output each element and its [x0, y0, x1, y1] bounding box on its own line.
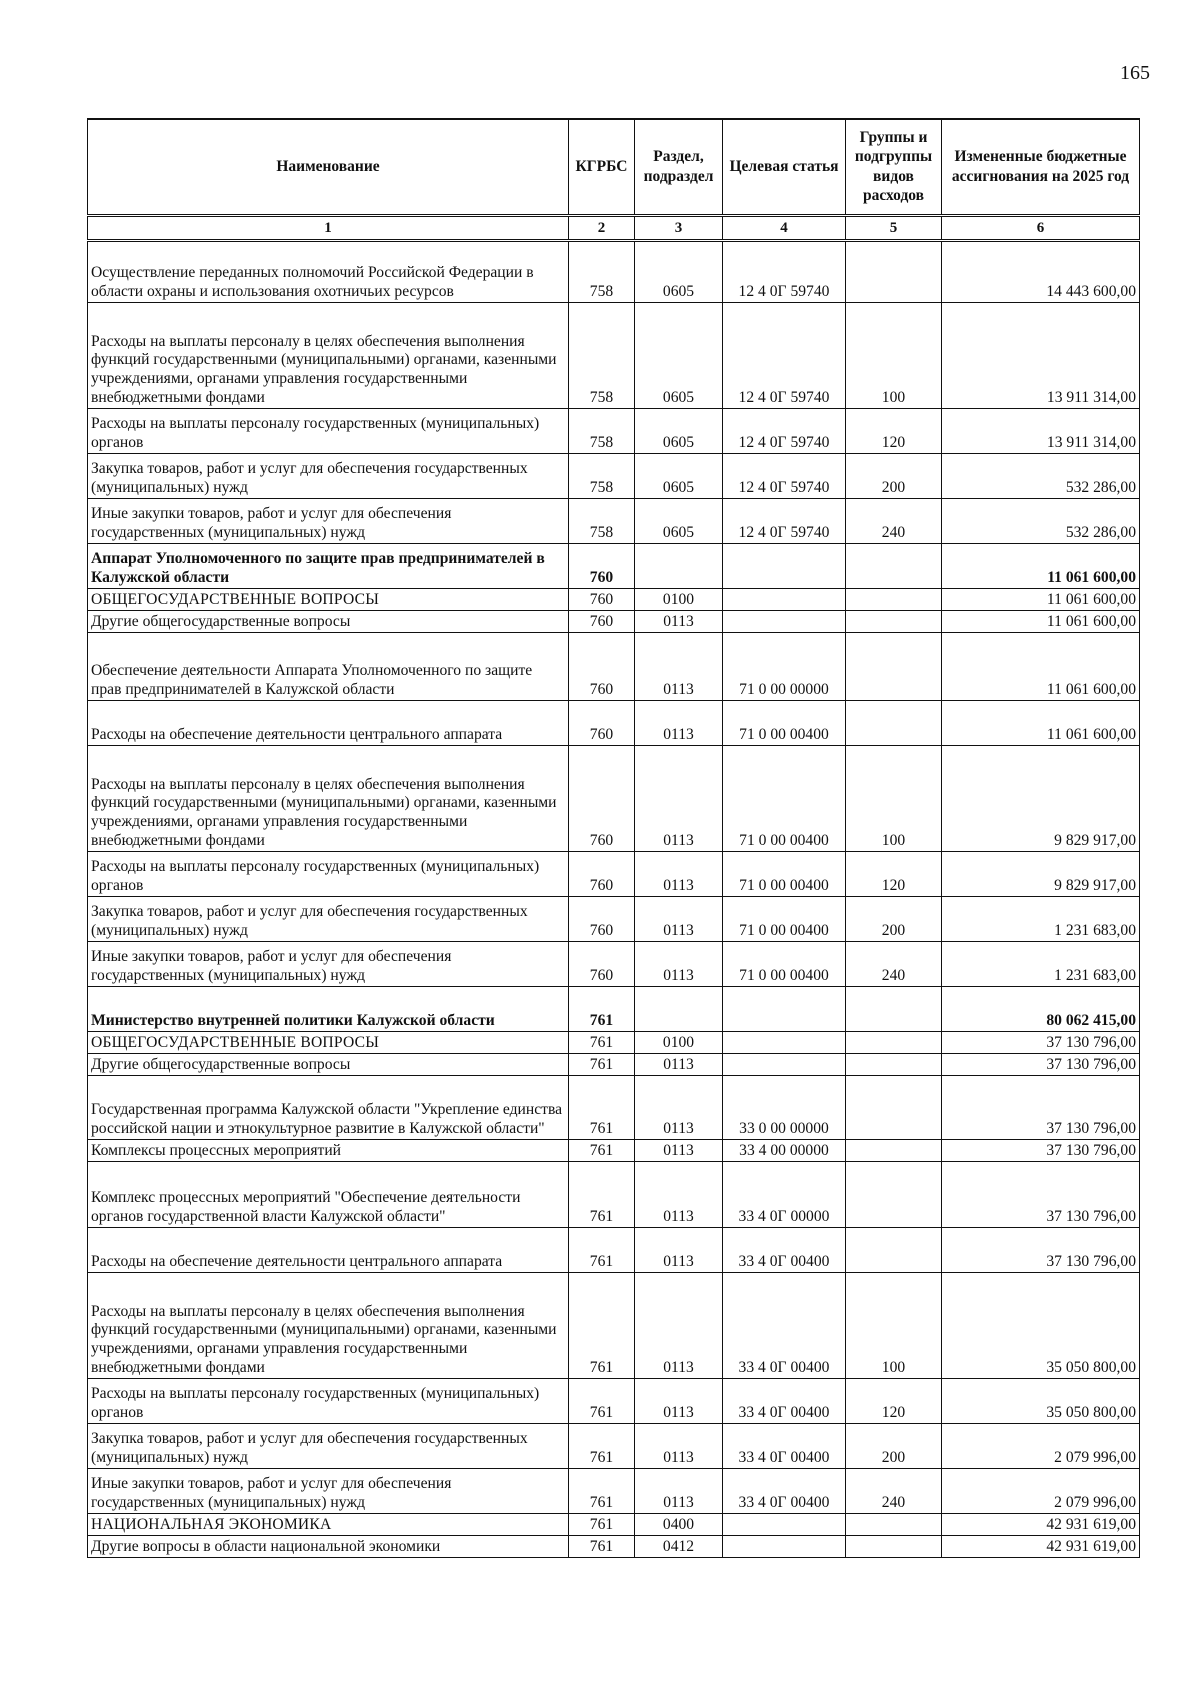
row-amount: 11 061 600,00 [942, 543, 1140, 588]
row-amount: 9 829 917,00 [942, 851, 1140, 896]
row-group [846, 700, 942, 745]
row-target: 12 4 0Г 59740 [723, 408, 846, 453]
row-kgrbs: 761 [569, 1139, 635, 1161]
row-amount: 37 130 796,00 [942, 1161, 1140, 1227]
row-name: ОБЩЕГОСУДАРСТВЕННЫЕ ВОПРОСЫ [88, 588, 569, 610]
row-section: 0113 [635, 632, 723, 700]
row-group [846, 1161, 942, 1227]
row-group: 100 [846, 1272, 942, 1378]
row-amount: 37 130 796,00 [942, 1227, 1140, 1272]
row-name: Комплекс процессных мероприятий "Обеспечение деятельности органов государственной власти Калужской области" [88, 1161, 569, 1227]
row-amount: 37 130 796,00 [942, 1053, 1140, 1075]
row-group [846, 1513, 942, 1535]
row-section: 0113 [635, 1227, 723, 1272]
row-target: 33 4 00 00000 [723, 1139, 846, 1161]
row-kgrbs: 761 [569, 1053, 635, 1075]
row-group: 240 [846, 1468, 942, 1513]
row-section: 0113 [635, 1423, 723, 1468]
table-row [88, 1535, 1140, 1557]
row-section: 0113 [635, 700, 723, 745]
table-row [88, 986, 1140, 1031]
row-name: Осуществление переданных полномочий Российской Федерации в области охраны и использования охотничьих ресурсов [88, 240, 569, 302]
row-name: Другие общегосударственные вопросы [88, 610, 569, 632]
row-target: 71 0 00 00400 [723, 700, 846, 745]
row-group [846, 1227, 942, 1272]
row-name: Расходы на выплаты персоналу государственных (муниципальных) органов [88, 1378, 569, 1423]
row-section: 0113 [635, 1161, 723, 1227]
row-amount: 37 130 796,00 [942, 1075, 1140, 1139]
row-target: 33 4 0Г 00400 [723, 1468, 846, 1513]
row-kgrbs: 760 [569, 610, 635, 632]
row-section: 0605 [635, 408, 723, 453]
row-amount: 80 062 415,00 [942, 986, 1140, 1031]
row-target: 33 4 0Г 00400 [723, 1227, 846, 1272]
row-kgrbs: 760 [569, 700, 635, 745]
row-amount: 37 130 796,00 [942, 1031, 1140, 1053]
row-section: 0113 [635, 1272, 723, 1378]
row-kgrbs: 761 [569, 1378, 635, 1423]
table-row [88, 240, 1140, 302]
table-row [88, 632, 1140, 700]
row-target [723, 610, 846, 632]
header-name: Наименование [88, 119, 569, 215]
table-row [88, 408, 1140, 453]
row-kgrbs: 761 [569, 1513, 635, 1535]
row-kgrbs: 760 [569, 745, 635, 851]
row-kgrbs: 761 [569, 1535, 635, 1557]
row-amount: 13 911 314,00 [942, 408, 1140, 453]
row-target [723, 543, 846, 588]
row-section: 0113 [635, 1139, 723, 1161]
row-group [846, 1031, 942, 1053]
row-kgrbs: 760 [569, 851, 635, 896]
row-section: 0113 [635, 1075, 723, 1139]
column-number: 2 [569, 215, 635, 240]
table-body [88, 240, 1140, 1557]
row-section: 0605 [635, 240, 723, 302]
row-group [846, 240, 942, 302]
row-kgrbs: 761 [569, 1031, 635, 1053]
row-group [846, 1075, 942, 1139]
row-group: 200 [846, 453, 942, 498]
row-target: 12 4 0Г 59740 [723, 240, 846, 302]
row-amount: 2 079 996,00 [942, 1423, 1140, 1468]
table-row [88, 453, 1140, 498]
row-group: 100 [846, 745, 942, 851]
row-amount: 2 079 996,00 [942, 1468, 1140, 1513]
row-group [846, 588, 942, 610]
row-kgrbs: 758 [569, 498, 635, 543]
table-row [88, 1227, 1140, 1272]
row-name: Расходы на выплаты персоналу государственных (муниципальных) органов [88, 851, 569, 896]
row-target: 12 4 0Г 59740 [723, 453, 846, 498]
row-name: Расходы на выплаты персоналу в целях обеспечения выполнения функций государственными (муниципальными) органами, казенными учреждениями, органами управления государственными внебюджетными фондами [88, 302, 569, 408]
row-amount: 532 286,00 [942, 453, 1140, 498]
table-row [88, 1075, 1140, 1139]
table-row [88, 1423, 1140, 1468]
row-group [846, 1139, 942, 1161]
column-number: 3 [635, 215, 723, 240]
row-target: 71 0 00 00400 [723, 896, 846, 941]
table-row [88, 610, 1140, 632]
row-section [635, 543, 723, 588]
row-kgrbs: 758 [569, 302, 635, 408]
row-target [723, 1031, 846, 1053]
row-amount: 37 130 796,00 [942, 1139, 1140, 1161]
table-row [88, 1513, 1140, 1535]
row-amount: 1 231 683,00 [942, 896, 1140, 941]
row-name: Государственная программа Калужской области "Укрепление единства российской нации и этнокультурное развитие в Калужской области" [88, 1075, 569, 1139]
row-name: Иные закупки товаров, работ и услуг для обеспечения государственных (муниципальных) нужд [88, 1468, 569, 1513]
table-row [88, 700, 1140, 745]
row-group: 200 [846, 1423, 942, 1468]
row-kgrbs: 760 [569, 941, 635, 986]
table-row [88, 745, 1140, 851]
row-kgrbs: 761 [569, 1423, 635, 1468]
row-name: Комплексы процессных мероприятий [88, 1139, 569, 1161]
row-amount: 9 829 917,00 [942, 745, 1140, 851]
row-name: Расходы на обеспечение деятельности центрального аппарата [88, 1227, 569, 1272]
row-target: 33 4 0Г 00400 [723, 1378, 846, 1423]
header-amount: Измененные бюджетные ассигнования на 2025 год [942, 119, 1140, 215]
row-target: 71 0 00 00400 [723, 745, 846, 851]
row-kgrbs: 761 [569, 1075, 635, 1139]
row-name: Обеспечение деятельности Аппарата Уполномоченного по защите прав предпринимателей в Калужской области [88, 632, 569, 700]
row-kgrbs: 761 [569, 1272, 635, 1378]
row-amount: 11 061 600,00 [942, 700, 1140, 745]
row-group: 120 [846, 408, 942, 453]
row-group [846, 610, 942, 632]
row-section: 0412 [635, 1535, 723, 1557]
row-amount: 11 061 600,00 [942, 632, 1140, 700]
row-amount: 35 050 800,00 [942, 1272, 1140, 1378]
row-amount: 35 050 800,00 [942, 1378, 1140, 1423]
table-row [88, 588, 1140, 610]
budget-table [87, 118, 1140, 1558]
row-name: ОБЩЕГОСУДАРСТВЕННЫЕ ВОПРОСЫ [88, 1031, 569, 1053]
row-target [723, 986, 846, 1031]
row-name: Расходы на выплаты персоналу в целях обеспечения выполнения функций государственными (муниципальными) органами, казенными учреждениями, органами управления государственными внебюджетными фондами [88, 745, 569, 851]
header-section: Раздел, подраздел [635, 119, 723, 215]
page-number: 165 [1120, 62, 1150, 84]
column-number: 1 [88, 215, 569, 240]
row-target: 12 4 0Г 59740 [723, 498, 846, 543]
row-target: 33 4 0Г 00400 [723, 1423, 846, 1468]
table-row [88, 1031, 1140, 1053]
row-target: 71 0 00 00000 [723, 632, 846, 700]
row-target [723, 1513, 846, 1535]
row-section: 0113 [635, 896, 723, 941]
row-target [723, 1053, 846, 1075]
table-row [88, 1139, 1140, 1161]
row-section: 0605 [635, 453, 723, 498]
row-kgrbs: 761 [569, 1227, 635, 1272]
row-section: 0113 [635, 745, 723, 851]
row-section: 0100 [635, 1031, 723, 1053]
row-target: 33 4 0Г 00000 [723, 1161, 846, 1227]
row-kgrbs: 760 [569, 543, 635, 588]
table-row [88, 896, 1140, 941]
row-target: 33 4 0Г 00400 [723, 1272, 846, 1378]
row-name: Иные закупки товаров, работ и услуг для обеспечения государственных (муниципальных) нужд [88, 941, 569, 986]
row-section: 0113 [635, 1378, 723, 1423]
row-kgrbs: 761 [569, 986, 635, 1031]
row-group: 120 [846, 851, 942, 896]
row-kgrbs: 760 [569, 896, 635, 941]
row-amount: 1 231 683,00 [942, 941, 1140, 986]
row-kgrbs: 760 [569, 588, 635, 610]
row-name: Закупка товаров, работ и услуг для обеспечения государственных (муниципальных) нужд [88, 896, 569, 941]
row-kgrbs: 760 [569, 632, 635, 700]
table-row [88, 1161, 1140, 1227]
row-section: 0113 [635, 1468, 723, 1513]
row-group [846, 543, 942, 588]
row-group: 120 [846, 1378, 942, 1423]
table-row [88, 498, 1140, 543]
row-target: 71 0 00 00400 [723, 851, 846, 896]
row-group [846, 1053, 942, 1075]
row-name: Аппарат Уполномоченного по защите прав предпринимателей в Калужской области [88, 543, 569, 588]
row-amount: 13 911 314,00 [942, 302, 1140, 408]
row-target: 12 4 0Г 59740 [723, 302, 846, 408]
row-group: 240 [846, 498, 942, 543]
row-amount: 42 931 619,00 [942, 1513, 1140, 1535]
row-target [723, 1535, 846, 1557]
row-amount: 532 286,00 [942, 498, 1140, 543]
row-section: 0113 [635, 610, 723, 632]
row-kgrbs: 758 [569, 240, 635, 302]
column-number-row [88, 215, 1140, 240]
row-name: НАЦИОНАЛЬНАЯ ЭКОНОМИКА [88, 1513, 569, 1535]
row-name: Закупка товаров, работ и услуг для обеспечения государственных (муниципальных) нужд [88, 453, 569, 498]
row-section: 0605 [635, 302, 723, 408]
column-number: 4 [723, 215, 846, 240]
row-kgrbs: 758 [569, 453, 635, 498]
header-kgrbs: КГРБС [569, 119, 635, 215]
table-row [88, 851, 1140, 896]
row-group [846, 632, 942, 700]
row-name: Министерство внутренней политики Калужской области [88, 986, 569, 1031]
row-section: 0113 [635, 851, 723, 896]
row-kgrbs: 758 [569, 408, 635, 453]
table-row [88, 1468, 1140, 1513]
row-group: 240 [846, 941, 942, 986]
row-section: 0605 [635, 498, 723, 543]
row-name: Закупка товаров, работ и услуг для обеспечения государственных (муниципальных) нужд [88, 1423, 569, 1468]
row-section: 0113 [635, 941, 723, 986]
table-row [88, 941, 1140, 986]
table-row [88, 1272, 1140, 1378]
row-group: 200 [846, 896, 942, 941]
row-target: 71 0 00 00400 [723, 941, 846, 986]
column-number: 5 [846, 215, 942, 240]
row-name: Расходы на обеспечение деятельности центрального аппарата [88, 700, 569, 745]
row-name: Расходы на выплаты персоналу государственных (муниципальных) органов [88, 408, 569, 453]
table-row [88, 302, 1140, 408]
row-amount: 11 061 600,00 [942, 588, 1140, 610]
row-amount: 42 931 619,00 [942, 1535, 1140, 1557]
row-section: 0113 [635, 1053, 723, 1075]
row-amount: 14 443 600,00 [942, 240, 1140, 302]
header-target: Целевая статья [723, 119, 846, 215]
row-section [635, 986, 723, 1031]
row-name: Другие вопросы в области национальной экономики [88, 1535, 569, 1557]
header-groups: Группы и подгруппы видов расходов [846, 119, 942, 215]
row-group [846, 986, 942, 1031]
row-name: Другие общегосударственные вопросы [88, 1053, 569, 1075]
row-section: 0100 [635, 588, 723, 610]
row-name: Иные закупки товаров, работ и услуг для обеспечения государственных (муниципальных) нужд [88, 498, 569, 543]
row-name: Расходы на выплаты персоналу в целях обеспечения выполнения функций государственными (муниципальными) органами, казенными учреждениями, органами управления государственными внебюджетными фондами [88, 1272, 569, 1378]
row-kgrbs: 761 [569, 1468, 635, 1513]
table-row [88, 1378, 1140, 1423]
row-kgrbs: 761 [569, 1161, 635, 1227]
column-number: 6 [942, 215, 1140, 240]
row-section: 0400 [635, 1513, 723, 1535]
row-amount: 11 061 600,00 [942, 610, 1140, 632]
row-target: 33 0 00 00000 [723, 1075, 846, 1139]
row-group [846, 1535, 942, 1557]
table-row [88, 543, 1140, 588]
row-group: 100 [846, 302, 942, 408]
table-header-row [88, 119, 1140, 215]
table-row [88, 1053, 1140, 1075]
row-target [723, 588, 846, 610]
